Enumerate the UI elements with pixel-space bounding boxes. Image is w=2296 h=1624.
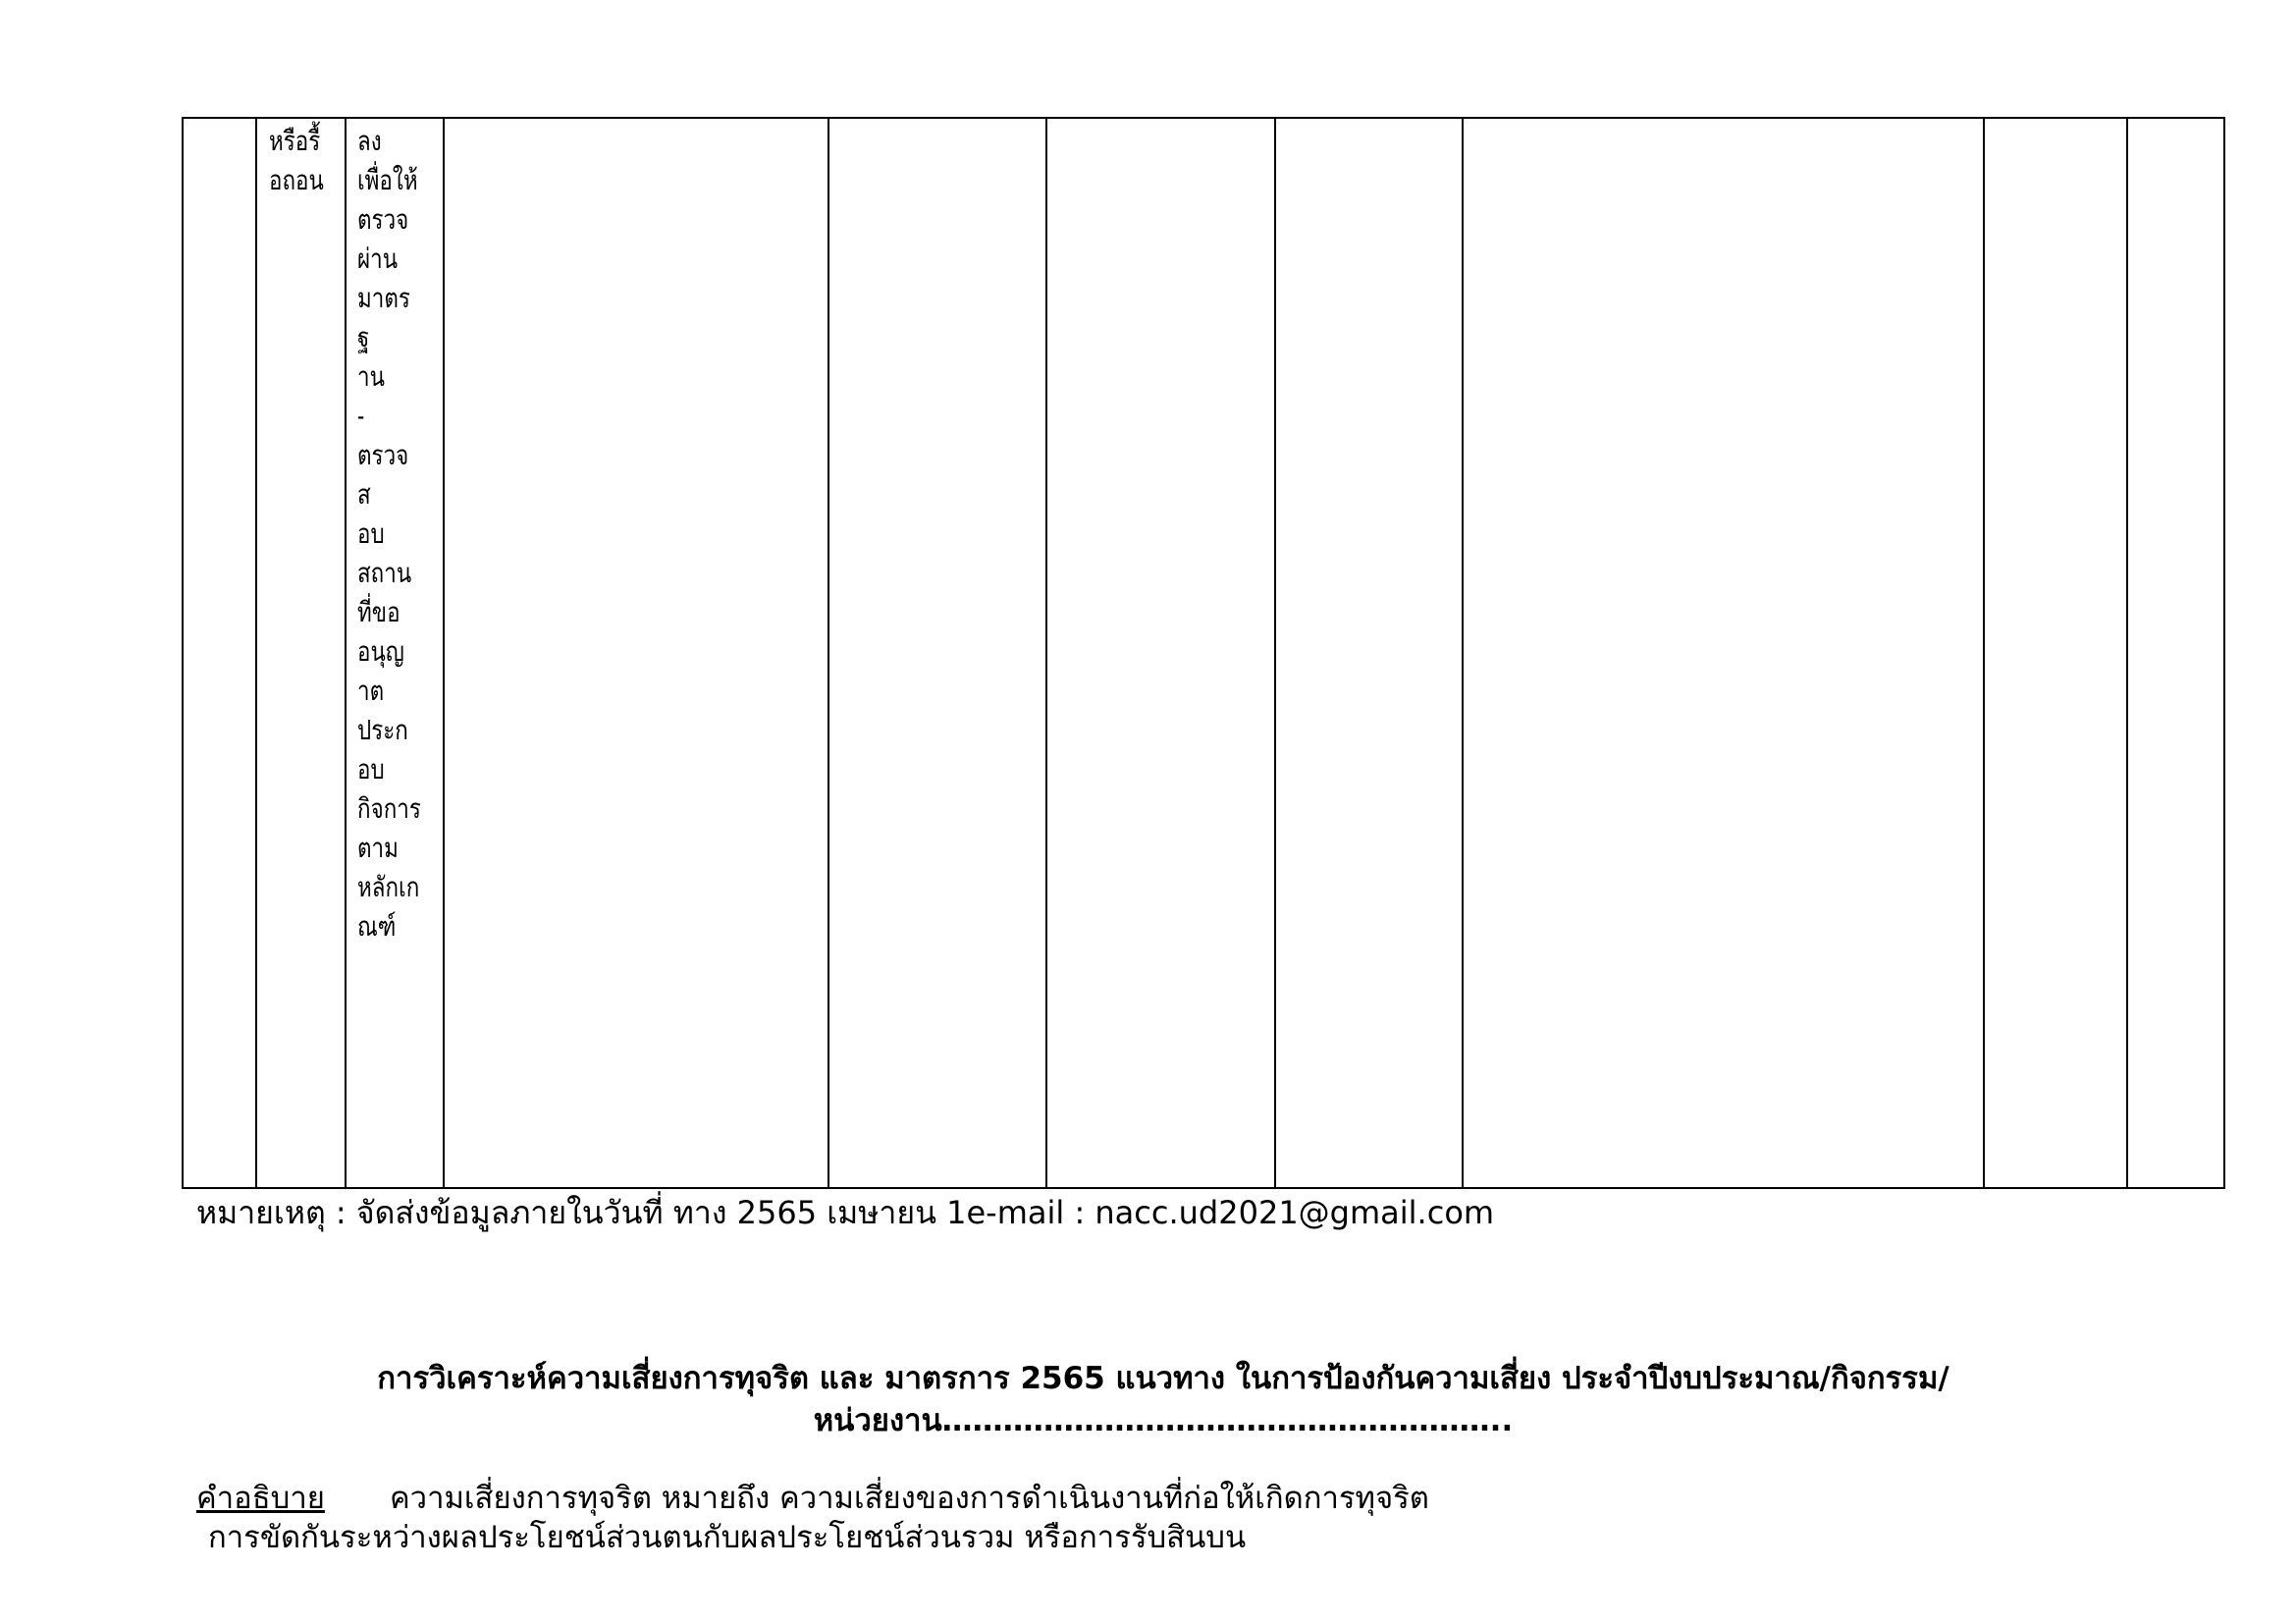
table-column-divider [1983, 117, 1985, 1189]
table-column-divider [345, 117, 347, 1189]
cell-line: อบ [357, 517, 385, 550]
cell-line: ตาม [357, 832, 399, 864]
cell-line: ณฑ์ [357, 910, 397, 943]
description-line2: การขัดกันระหว่างผลประโยชน์ส่วนตนกับผลประโยชน์ส่วนรวม หรือการรับสินบน [208, 1520, 1247, 1555]
page-title-line1: การวิเคราะห์ความเสี่ยงการทุจริต และ มาตรการ 2565 แนวทาง ในการป้องกันความเสี่ยง ประจำปีงบประมาณ/กิจกรรม/ [377, 1361, 1949, 1396]
table-cell-risk-control [357, 122, 421, 947]
table-column-divider [1462, 117, 1464, 1189]
description-text-1: ความเสี่ยงการทุจริต หมายถึง ความเสี่ยงของการดำเนินงานที่ก่อให้เกิดการทุจริต [389, 1481, 1429, 1516]
table-column-divider [828, 117, 829, 1189]
table-column-divider [1045, 117, 1047, 1189]
cell-line: ที่ขอ [357, 596, 400, 628]
cell-line: ประก [357, 714, 408, 746]
cell-line: - [357, 400, 365, 432]
description-label: คำอธิบาย [196, 1481, 325, 1516]
cell-line: ลง [357, 125, 382, 157]
cell-line: าต [357, 675, 385, 707]
cell-line: เพื่อให้ [357, 164, 418, 196]
cell-line: ตรวจส [357, 439, 409, 511]
table-column-divider [255, 117, 257, 1189]
page-title-line2: หน่วยงาน……………………………………………….. [813, 1403, 1514, 1438]
cell-line: ผ่าน [357, 243, 399, 275]
cell-line: าน [357, 360, 385, 393]
cell-line: อนุญ [357, 635, 404, 668]
table-column-divider [2223, 117, 2225, 1189]
table-column-divider [182, 117, 184, 1189]
table-column-divider [443, 117, 445, 1189]
cell-line: หลักเก [357, 871, 420, 903]
table-cell-process: หรือรื้ อถอน [269, 125, 324, 196]
cell-line: มาตรฐ [357, 282, 410, 353]
table-column-divider [2126, 117, 2128, 1189]
footnote: หมายเหตุ : จัดส่งข้อมูลภายในวันที่ ทาง 2565 เมษายน 1e-mail : nacc.ud2021@gmail.com [196, 1194, 1495, 1231]
cell-line: สถาน [357, 557, 412, 589]
cell-line: ตรวจ [357, 203, 409, 236]
table-column-divider [1274, 117, 1276, 1189]
cell-line: อบ [357, 753, 385, 785]
table-top-border [182, 117, 2225, 119]
cell-line: กิจการ [357, 792, 421, 825]
